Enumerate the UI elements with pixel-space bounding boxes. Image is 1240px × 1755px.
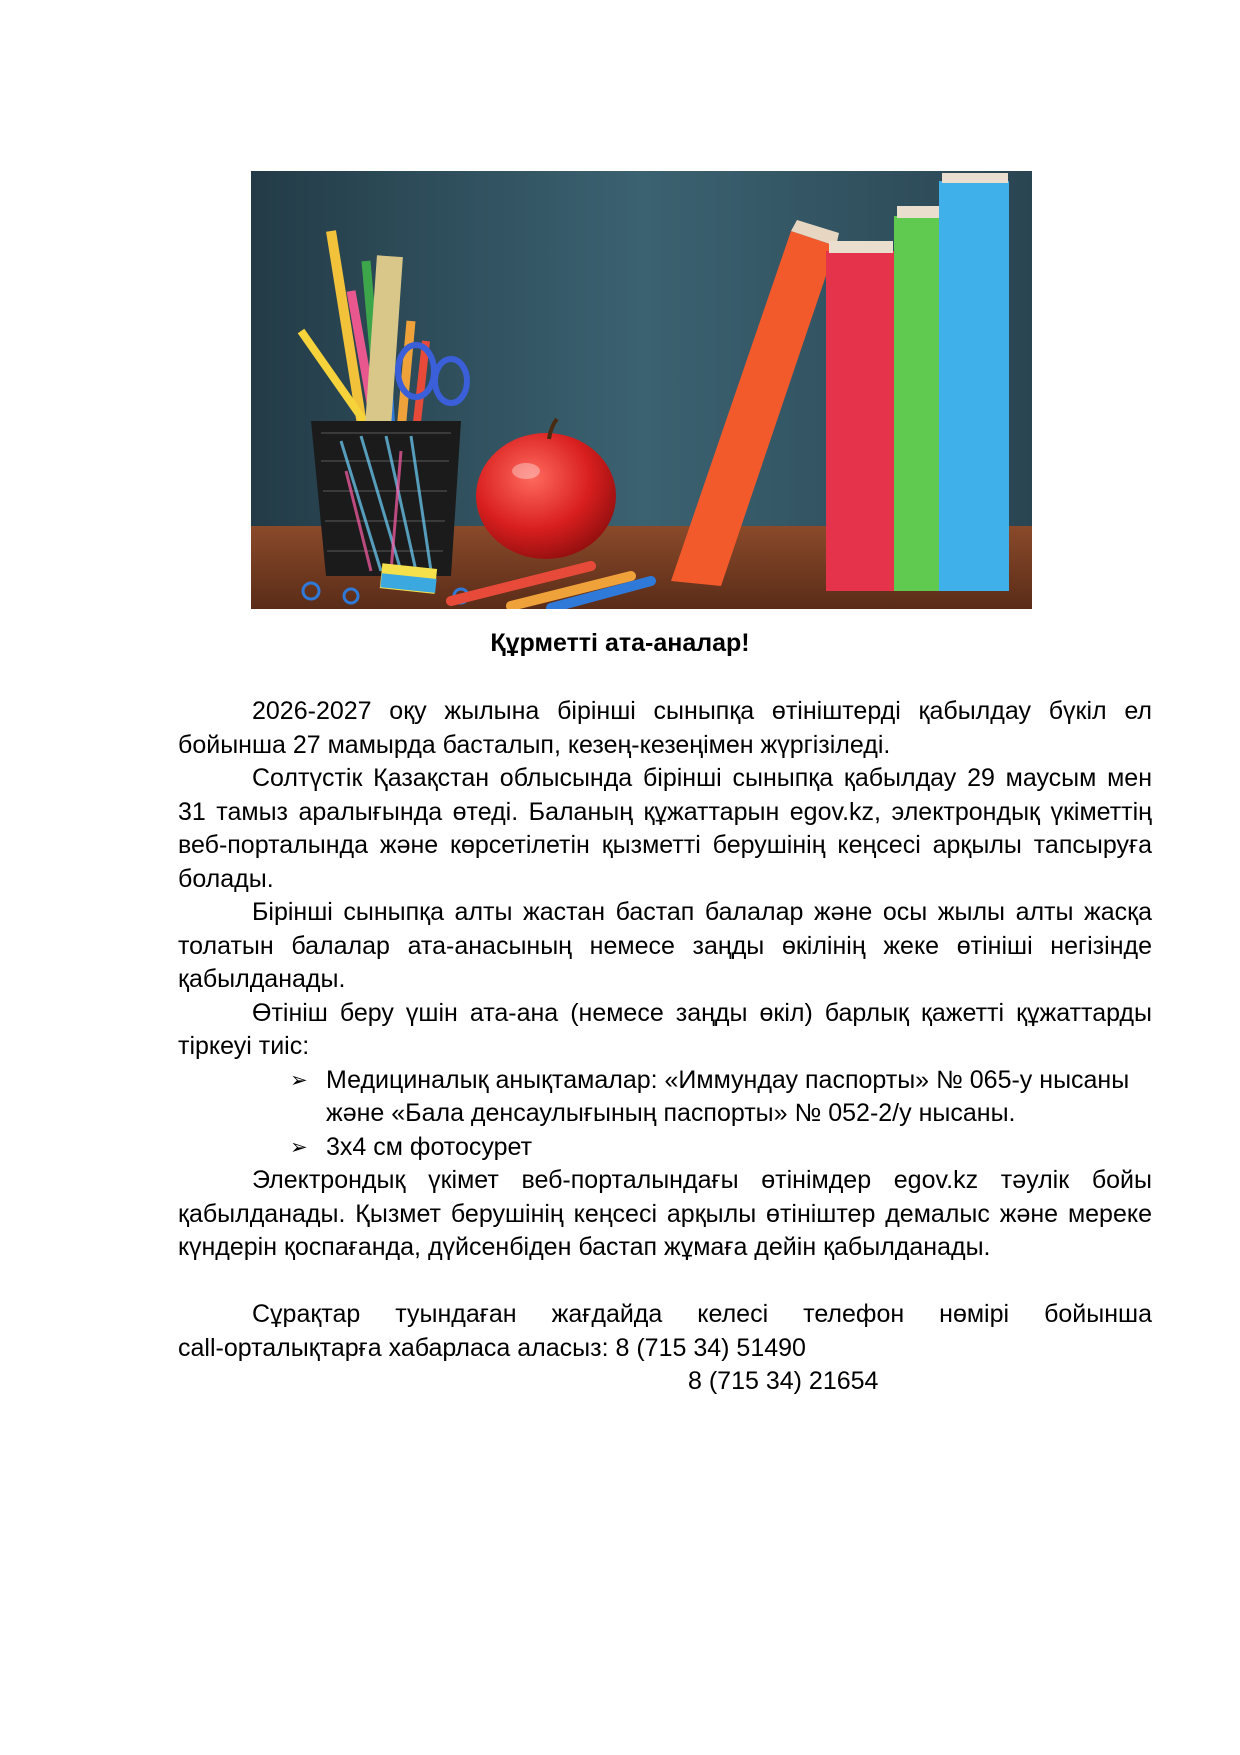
contact-line-2-text: call-орталықтарға хабарласа аласыз:: [178, 1333, 609, 1362]
page-title: Құрметті ата-аналар!: [490, 629, 750, 657]
list-item: [178, 1064, 1152, 1131]
phone-number-1: 8 (715 34) 51490: [615, 1333, 806, 1362]
contact-line-2: [178, 1332, 1152, 1366]
arrow-bullet-icon: ➢: [290, 1135, 308, 1159]
school-supplies-photo: [251, 171, 1032, 609]
list-item: [178, 1131, 1152, 1165]
paragraph-documents: Өтініш беру үшін ата-ана (немесе заңды өкіл) барлық қажетті құжаттарды тіркеуі тиіс:: [178, 998, 1152, 1060]
contact-line-1: Сұрақтар туындаған жағдайда келесі телефон нөмірі бойынша: [252, 1300, 1152, 1328]
documents-list: [178, 1064, 1152, 1165]
paragraph-egov: Электрондық үкімет веб-порталындағы өтінімдер egov.kz тәулік бойы қабылданады. Қызмет берушінің кеңсесі арқылы өтініштер демалыс және мереке күндерін қоспағанда, дүйсенбіден бастап жұмаға дейін қабылданады.: [178, 1166, 1152, 1261]
document-body: [178, 695, 1152, 1399]
phone-number-2: 8 (715 34) 21654: [688, 1367, 879, 1395]
list-item-text: Медициналық анықтамалар: «Иммундау паспорты» № 065-у нысаны және «Бала денсаулығының паспорты» № 052-2/у нысаны.: [326, 1065, 1130, 1127]
paragraph-age: Бірінші сыныпқа алты жастан бастап балалар және осы жылы алты жасқа толатын балалар ата-анасының немесе заңды өкілінің жеке өтініші негізінде қабылданады.: [178, 898, 1152, 993]
list-item-text: 3х4 см фотосурет: [326, 1132, 533, 1161]
contact-block: [178, 1298, 1152, 1399]
paragraph-dates: Солтүстік Қазақстан облысында бірінші сыныпқа қабылдау 29 маусым мен 31 тамыз аралығында өтеді. Баланың құжаттарын egov.kz, электрондық үкіметтің веб-порталында және көрсетілетін қызметті берушінің кеңсесі арқылы тапсыруға болады.: [178, 764, 1152, 893]
arrow-bullet-icon: ➢: [290, 1068, 308, 1092]
paragraph-intro: 2026-2027 оқу жылына бірінші сыныпқа өтініштерді қабылдау бүкіл ел бойынша 27 мамырда басталып, кезең-кезеңімен жүргізіледі.: [178, 697, 1152, 759]
